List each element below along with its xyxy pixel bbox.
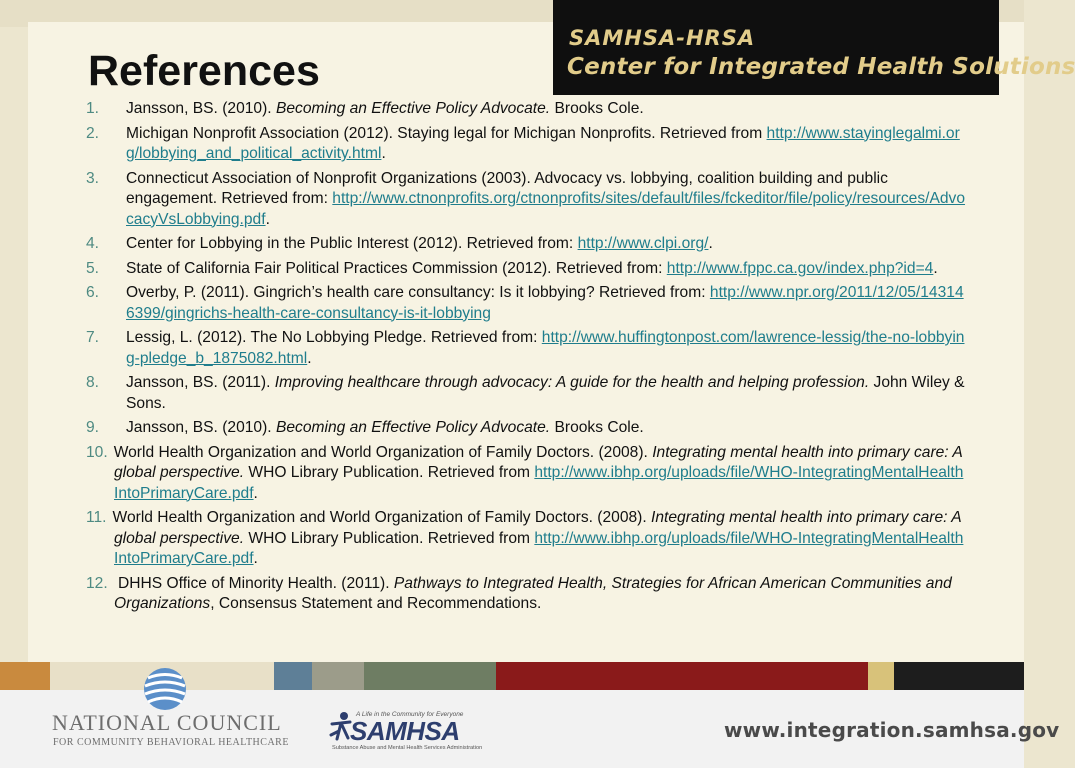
page-title: References (88, 47, 320, 95)
reference-item (86, 328, 966, 369)
reference-number: 7. (86, 329, 100, 346)
reference-citation: Connecticut Association of Nonprofit Organizations (2003). Advocacy vs. lobbying, coalition building and public engagement. Retrieved from: (126, 169, 888, 207)
reference-end: . (307, 349, 312, 367)
reference-citation: DHHS Office of Minority Health. (2011). (113, 574, 394, 592)
reference-text (86, 99, 966, 120)
reference-end: . (708, 235, 713, 252)
samhsa-sub: Substance Abuse and Mental Health Services Administration (332, 745, 483, 751)
reference-text (86, 418, 966, 439)
reference-item (86, 124, 966, 165)
strip-block (364, 662, 496, 690)
reference-item (86, 418, 966, 439)
reference-number: 10. (86, 443, 108, 461)
national-council-name: NATIONAL COUNCIL (52, 710, 282, 735)
reference-number: 6. (86, 284, 100, 301)
reference-item (86, 99, 966, 120)
reference-item (86, 283, 966, 324)
reference-link[interactable]: http://www.ibhp.org/uploads/file/WHO-IntegratingMentalHealthIntoPrimaryCare.pdf (114, 529, 964, 567)
reference-text (86, 124, 966, 165)
reference-title: Becoming an Effective Policy Advocate. (275, 100, 551, 117)
reference-link[interactable]: http://www.fppc.ca.gov/index.php?id=4 (666, 259, 934, 277)
reference-text (86, 283, 966, 324)
strip-block (0, 662, 50, 690)
reference-number: 2. (86, 124, 100, 142)
reference-title: Improving healthcare through advocacy: A guide for the health and helping profession. (274, 374, 870, 391)
reference-item (86, 234, 966, 255)
reference-citation: Michigan Nonprofit Association (2012). Staying legal for Michigan Nonprofits. Retrieved from (126, 124, 767, 142)
reference-item (86, 443, 966, 505)
reference-item (86, 373, 966, 414)
reference-number: 5. (86, 259, 100, 277)
reference-citation: World Health Organization and World Organization of Family Doctors. (2008). (113, 443, 653, 461)
reference-end: . (381, 145, 386, 162)
globe-icon (142, 666, 188, 712)
samhsa-tagline: A Life in the Community for Everyone (356, 711, 464, 718)
reference-end: . (933, 259, 938, 277)
reference-number: 8. (86, 374, 100, 391)
reference-citation: Overby, P. (2011). Gingrich’s health care consultancy: Is it lobbying? Retrieved from: (126, 284, 710, 301)
strip-block (496, 662, 868, 690)
reference-citation: State of California Fair Political Practices Commission (2012). Retrieved from: (126, 259, 667, 277)
national-council-sub: FOR COMMUNITY BEHAVIORAL HEALTHCARE (53, 737, 289, 748)
samhsa-name: SAMHSA (350, 716, 460, 746)
reference-link[interactable]: http://www.clpi.org/ (577, 235, 709, 252)
reference-publisher: Brooks Cole. (550, 419, 644, 436)
reference-title: Becoming an Effective Policy Advocate. (275, 419, 551, 436)
reference-item (86, 508, 966, 570)
reference-title: Integrating mental health into primary care: A global perspective. (114, 443, 963, 481)
reference-link[interactable]: http://www.huffingtonpost.com/lawrence-lessig/the-no-lobbying-pledge_b_1875082.html (126, 329, 965, 367)
reference-text (86, 259, 966, 280)
reference-text (86, 574, 966, 615)
logo-line2: Center for Integrated Health Solutions (567, 54, 1075, 80)
reference-link[interactable]: http://www.ibhp.org/uploads/file/WHO-IntegratingMentalHealthIntoPrimaryCare.pdf (114, 464, 964, 502)
reference-text (86, 169, 966, 231)
reference-citation: Jansson, BS. (2011). (126, 374, 275, 391)
reference-publisher: WHO Library Publication. Retrieved from (244, 464, 535, 481)
reference-citation: Jansson, BS. (2010). (126, 419, 276, 436)
reference-item (86, 574, 966, 615)
reference-number: 3. (86, 169, 100, 187)
reference-text (86, 234, 966, 255)
reference-number: 9. (86, 419, 100, 436)
logo-line1: SAMHSA-HRSA (569, 26, 756, 50)
reference-number: 4. (86, 235, 100, 252)
reference-number: 1. (86, 100, 100, 117)
strip-block (274, 662, 312, 690)
reference-citation: World Health Organization and World Organization of Family Doctors. (2008). (112, 509, 652, 526)
reference-title: Pathways to Integrated Health, Strategies for African American Communities and Organizations (114, 574, 952, 612)
reference-link[interactable]: http://www.stayinglegalmi.org/lobbying_and_political_activity.html (126, 124, 960, 162)
reference-end: . (253, 484, 258, 502)
reference-list (86, 99, 966, 619)
reference-publisher: Brooks Cole. (550, 100, 644, 117)
strip-block (894, 662, 1024, 690)
reference-text (86, 508, 966, 570)
reference-end: . (265, 210, 270, 228)
reference-citation: Lessig, L. (2012). The No Lobbying Pledge. Retrieved from: (126, 329, 542, 346)
reference-number: 12. (86, 574, 108, 592)
reference-text (86, 443, 966, 505)
reference-number: 11. (86, 509, 107, 526)
strip-block (312, 662, 364, 690)
reference-end: . (253, 550, 258, 567)
strip-block (868, 662, 894, 690)
reference-link[interactable]: http://www.ctnonprofits.org/ctnonprofits/sites/default/files/fckeditor/file/policy/resources/AdvocacyVsLobbying.pdf (126, 190, 966, 228)
reference-publisher: WHO Library Publication. Retrieved from (244, 529, 535, 547)
cihs-logo (553, 0, 1075, 95)
reference-publisher: , Consensus Statement and Recommendations. (210, 595, 542, 612)
reference-text (86, 373, 966, 414)
reference-publisher: John Wiley & Sons. (126, 374, 965, 412)
reference-link[interactable]: http://www.npr.org/2011/12/05/143146399/gingrichs-health-care-consultancy-is-it-lobbying (126, 284, 964, 322)
reference-title: Integrating mental health into primary care: A global perspective. (114, 509, 962, 547)
reference-item (86, 169, 966, 231)
reference-citation: Center for Lobbying in the Public Interest (2012). Retrieved from: (126, 235, 578, 252)
reference-citation: Jansson, BS. (2010). (126, 100, 276, 117)
website-url: www.integration.samhsa.gov (724, 718, 1060, 742)
reference-text (86, 328, 966, 369)
reference-item (86, 259, 966, 280)
